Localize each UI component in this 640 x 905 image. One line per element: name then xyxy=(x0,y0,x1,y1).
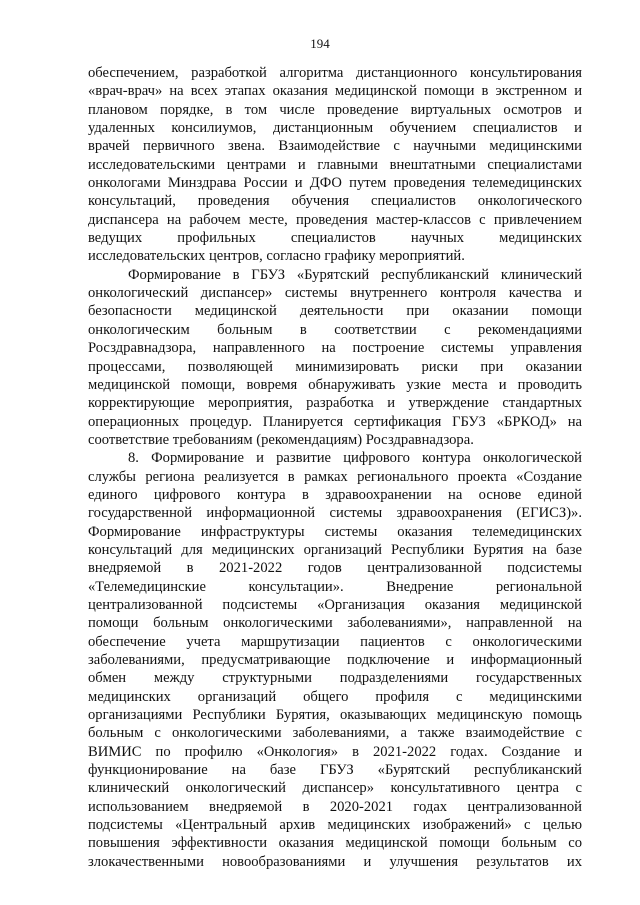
text-line: «врач-врач» на всех этапах оказания медицинской помощи в экстренном и xyxy=(88,83,582,100)
text-line: функционирование на базе ГБУЗ «Бурятский республиканский xyxy=(88,762,582,779)
text-line: диспансера на рабочем месте, проведения мастер-классов с привлечением xyxy=(88,211,582,228)
text-line: заболеваниями, предусматривающие подключение и информационный xyxy=(88,652,582,668)
text-line: исследовательскими центрами и главными внештатными специалистами xyxy=(88,156,582,173)
paragraph xyxy=(88,266,582,449)
text-line: повышения эффективности оказания медицинской помощи больным со xyxy=(88,835,582,852)
paragraph xyxy=(88,449,582,871)
text-line: централизованной подсистемы «Организация оказания медицинской xyxy=(88,596,582,613)
text-line: консультаций, проведения обучения специалистов онкологического xyxy=(88,193,582,210)
text-line: «Телемедицинские консультации». Внедрение региональной xyxy=(88,578,582,595)
text-line: использованием внедряемой в 2020-2021 годах централизованной xyxy=(88,798,582,815)
text-line: плановом порядке, в том числе проведение виртуальных осмотров и xyxy=(88,101,582,118)
text-line: 8. Формирование и развитие цифрового контура онкологической xyxy=(128,450,582,467)
text-line: внедряемой в 2021-2022 годов централизованной подсистемы xyxy=(88,560,582,577)
text-line: Формирование в ГБУЗ «Бурятский республиканский клинический xyxy=(128,266,582,283)
text-line: корректирующие мероприятия, разработка и утверждение стандартных xyxy=(88,395,582,412)
text-line: медицинских организаций общего профиля с медицинскими xyxy=(88,688,582,705)
text-line: государственной информационной системы здравоохранения (ЕГИСЗ)». xyxy=(88,505,582,522)
document-body xyxy=(88,64,582,871)
text-line: медицинской помощи, вовремя обнаруживать узкие места и проводить xyxy=(88,376,582,393)
text-line: операционных процедур. Планируется сертификация ГБУЗ «БРКОД» на xyxy=(88,413,582,430)
text-line: помощи больным онкологическими заболеваниями», направленной на xyxy=(88,615,582,632)
text-line: злокачественными новообразованиями и улучшения результатов их xyxy=(88,853,582,870)
text-line: клинический онкологический диспансер» консультативного центра с xyxy=(88,780,582,797)
text-line: онкологический диспансер» системы внутреннего контроля качества и xyxy=(88,285,582,302)
text-line: организациями Республики Бурятия, оказывающих медицинскую помощь xyxy=(88,707,582,724)
text-line: обеспечение учета маршрутизации пациентов с онкологическими xyxy=(88,633,582,650)
text-line: врачей первичного звена. Взаимодействие с научными медицинскими xyxy=(88,138,582,155)
text-line: обмен между структурными подразделениями государственных xyxy=(88,670,582,687)
text-line: безопасности медицинской деятельности при оказании помощи xyxy=(88,303,582,320)
text-line: обеспечением, разработкой алгоритма дистанционного консультирования xyxy=(88,65,582,81)
text-line: соответствие требованиям (рекомендациям) Росздравнадзора. xyxy=(88,431,474,448)
text-line: ведущих профильных специалистов научных медицинских xyxy=(88,230,582,247)
text-line: удаленных консилиумов, дистанционным обучением специалистов и xyxy=(88,120,582,137)
text-line: службы региона реализуется в рамках регионального проекта «Создание xyxy=(88,468,582,485)
text-line: онкологами Минздрава России и ДФО путем проведения телемедицинских xyxy=(88,175,582,192)
text-line: Формирование инфраструктуры системы оказания телемедицинских xyxy=(88,523,582,540)
text-line: больным с онкологическими заболеваниями, а также взаимодействие с xyxy=(88,725,582,742)
text-line: Росздравнадзора, направленного на построение системы управления xyxy=(88,340,582,357)
text-line: консультаций для медицинских организаций Республики Бурятия на базе xyxy=(88,541,582,558)
text-line: ВИМИС по профилю «Онкология» в 2021-2022 годах. Создание и xyxy=(88,743,582,760)
text-line: исследовательских центров, согласно графику мероприятий. xyxy=(88,248,465,265)
text-line: процессами, позволяющей минимизировать риски при оказании xyxy=(88,358,582,375)
paragraph xyxy=(88,64,582,266)
text-line: подсистемы «Центральный архив медицинских изображений» с целью xyxy=(88,817,582,834)
text-line: единого цифрового контура в здравоохранении на основе единой xyxy=(88,486,582,503)
text-line: онкологическим больным в соответствии с рекомендациями xyxy=(88,321,582,338)
page-number: 194 xyxy=(310,36,330,51)
